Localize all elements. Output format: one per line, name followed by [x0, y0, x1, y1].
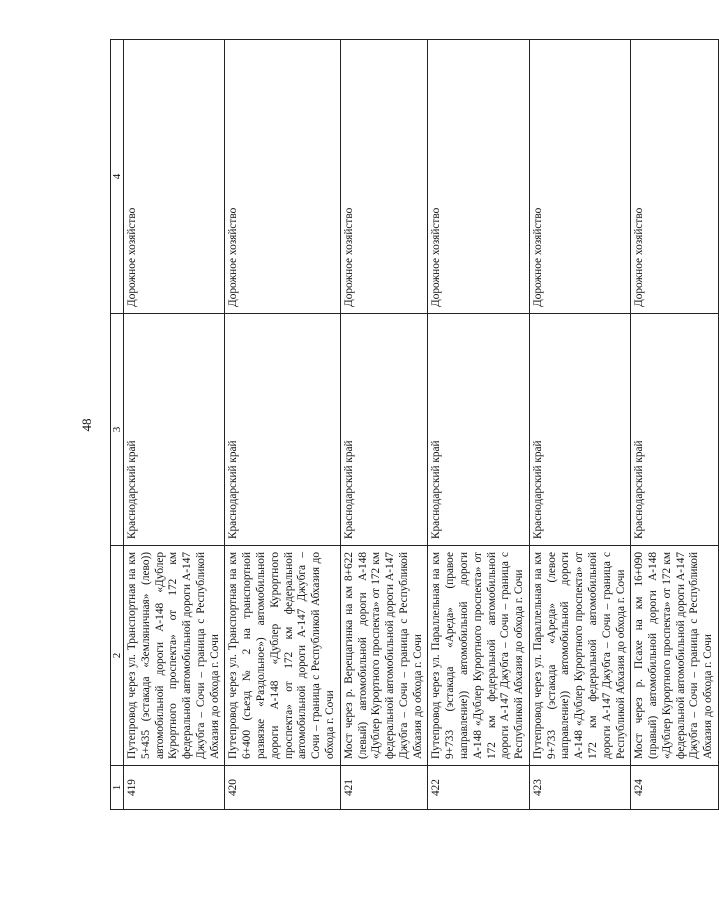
table-row	[340, 40, 428, 810]
object-description: Путепровод через ул. Параллельная на км 9+733 (эстакада «Ареда» (правое направление)) автомобильной дороги А-148 «Дублер Курортного проспекта» от 172 км федеральной автомобильной дороги А-147 Джубга – Сочи – граница с Республикой Абхазия до обхода г. Сочи	[428, 546, 529, 766]
region: Краснодарский край	[340, 314, 428, 546]
object-type: Дорожное хозяйство	[428, 40, 529, 314]
object-type: Дорожное хозяйство	[631, 40, 719, 314]
table-row	[225, 40, 340, 810]
header-cell-1: 1	[111, 766, 124, 810]
header-row	[111, 40, 124, 810]
object-description: Путепровод через ул. Транспортная на км 5+435 (эстакада «Земляничная» (лево)) автомобильной дороги А-148 «Дублер Курортного проспекта» от 172 км федеральной автомобильной дороги А-147 Джубга – Сочи – граница с Республикой Абхазия до обхода г. Сочи	[124, 546, 225, 766]
object-description: Мост через р. Верещагинка на км 8+622 (левый) автомобильной дороги А-148 «Дублер Курортного проспекта» от 172 км федеральной автомобильной дороги А-147 Джубга – Сочи – граница с Республикой Абхазия до обхода г. Сочи	[340, 546, 428, 766]
object-description: Мост через р. Псахе на км 16+090 (правый) автомобильной дороги А-148 «Дублер Курортного проспекта» от 172 км федеральной автомобильной дороги А-147 Джубга – Сочи – граница с Республикой Абхазия до обхода г. Сочи	[631, 546, 719, 766]
region: Краснодарский край	[529, 314, 630, 546]
header-cell-3: 3	[111, 314, 124, 546]
region: Краснодарский край	[428, 314, 529, 546]
object-description: Путепровод через ул. Параллельная на км 9+733 (эстакада «Ареда» (левое направление)) автомобильной дороги А-148 «Дублер Курортного проспекта» от 172 км федеральной автомобильной дороги А-147 Джубга – Сочи – граница с Республикой Абхазия до обхода г. Сочи	[529, 546, 630, 766]
region: Краснодарский край	[124, 314, 225, 546]
object-type: Дорожное хозяйство	[225, 40, 340, 314]
page-number: 48	[79, 418, 94, 432]
row-number: 424	[631, 766, 719, 810]
row-number: 423	[529, 766, 630, 810]
table-row	[529, 40, 630, 810]
region: Краснодарский край	[631, 314, 719, 546]
registry-table	[110, 39, 719, 810]
header-cell-2: 2	[111, 546, 124, 766]
table-row	[428, 40, 529, 810]
header-cell-4: 4	[111, 40, 124, 314]
row-number: 420	[225, 766, 340, 810]
table-row	[124, 40, 225, 810]
region: Краснодарский край	[225, 314, 340, 546]
rotated-page	[76, 30, 715, 820]
object-type: Дорожное хозяйство	[124, 40, 225, 314]
object-description: Путепровод через ул. Транспортная на км 6+400 (съезд № 2 на транспортной развязке «Раздольное») автомобильной дороги А-148 «Дублер Курортного проспекта» от 172 км федеральной автомобильной дороги А-147 Джубга – Сочи – граница с Республикой Абхазия до обхода г. Сочи	[225, 546, 340, 766]
row-number: 419	[124, 766, 225, 810]
object-type: Дорожное хозяйство	[529, 40, 630, 314]
row-number: 422	[428, 766, 529, 810]
table-row	[631, 40, 719, 810]
object-type: Дорожное хозяйство	[340, 40, 428, 314]
row-number: 421	[340, 766, 428, 810]
